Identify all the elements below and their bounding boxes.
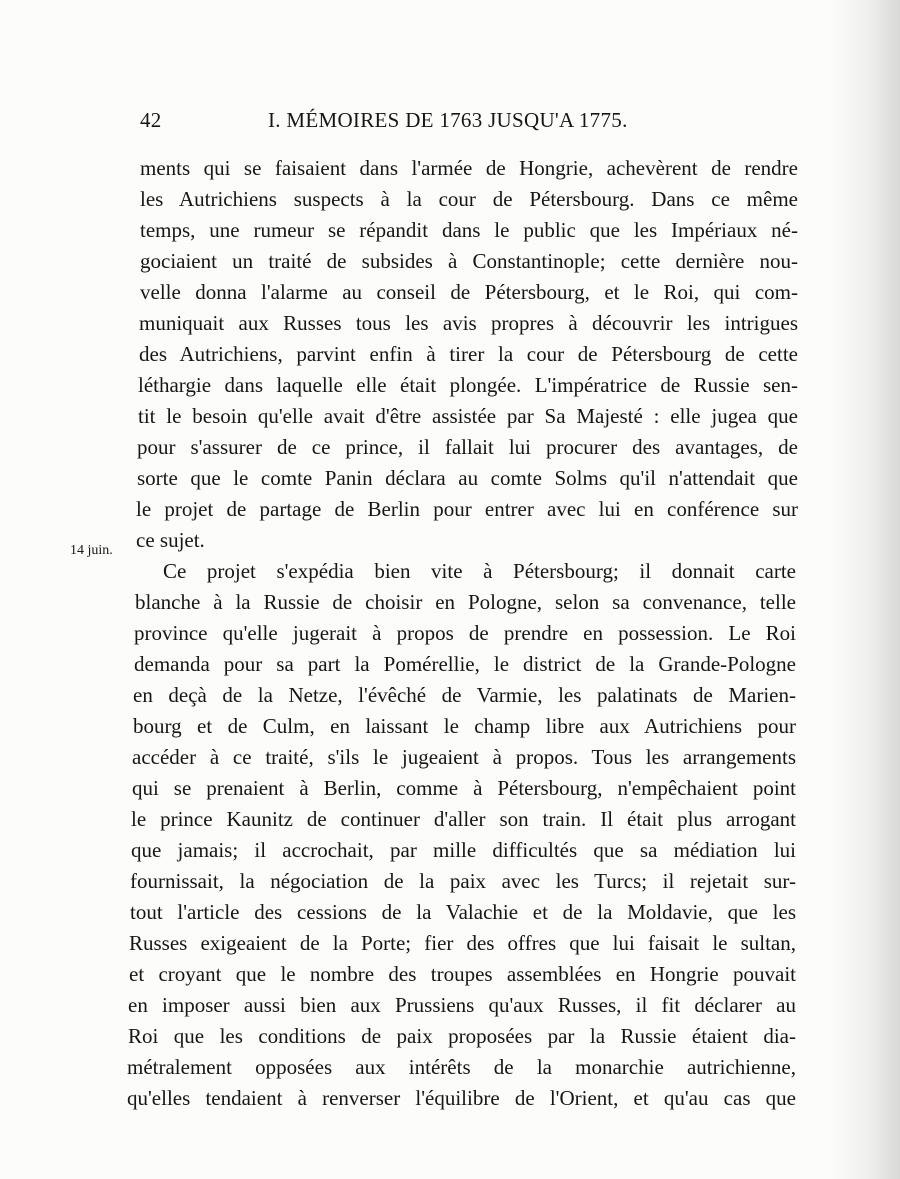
text-line: en imposer aussi bien aux Prussiens qu'aux Russes, il fit déclarer au bbox=[128, 993, 796, 1017]
text-line: ce sujet. bbox=[136, 528, 205, 552]
text-line: tout l'article des cessions de la Valachie et de la Moldavie, que les bbox=[130, 900, 796, 924]
text-line: Russes exigeaient de la Porte; fier des offres que lui faisait le sultan, bbox=[129, 931, 796, 955]
text-line: qu'elles tendaient à renverser l'équilibre de l'Orient, et qu'au cas que bbox=[127, 1086, 796, 1110]
text-line: les Autrichiens suspects à la cour de Pétersbourg. Dans ce même bbox=[140, 187, 798, 211]
running-header bbox=[140, 108, 795, 144]
text-line: demanda pour sa part la Pomérellie, le district de la Grande-Pologne bbox=[134, 652, 796, 676]
text-line: fournissait, la négociation de la paix avec les Turcs; il rejetait sur- bbox=[130, 869, 796, 893]
text-line: le projet de partage de Berlin pour entrer avec lui en conférence sur bbox=[136, 497, 798, 521]
page-number: 42 bbox=[140, 108, 162, 132]
text-line: muniquait aux Russes tous les avis propres à découvrir les intrigues bbox=[139, 311, 798, 335]
text-line: province qu'elle jugerait à propos de prendre en possession. Le Roi bbox=[134, 621, 796, 645]
text-line: qui se prenaient à Berlin, comme à Pétersbourg, n'empêchaient point bbox=[132, 776, 796, 800]
chapter-title: I. MÉMOIRES DE 1763 JUSQU'A 1775. bbox=[268, 108, 628, 132]
text-line: léthargie dans laquelle elle était plongée. L'impératrice de Russie sen- bbox=[138, 373, 798, 397]
text-line: Ce projet s'expédia bien vite à Pétersbourg; il donnait carte bbox=[163, 559, 796, 583]
text-line: Roi que les conditions de paix proposées par la Russie étaient dia- bbox=[128, 1024, 796, 1048]
text-line: blanche à la Russie de choisir en Pologne, selon sa convenance, telle bbox=[135, 590, 796, 614]
text-line: sorte que le comte Panin déclara au comte Solms qu'il n'attendait que bbox=[137, 466, 798, 490]
text-line: le prince Kaunitz de continuer d'aller son train. Il était plus arrogant bbox=[131, 807, 796, 831]
text-line: gociaient un traité de subsides à Constantinople; cette dernière nou- bbox=[140, 249, 798, 273]
text-line: en deçà de la Netze, l'évêché de Varmie, les palatinats de Marien- bbox=[133, 683, 796, 707]
text-line: tit le besoin qu'elle avait d'être assistée par Sa Majesté : elle jugea que bbox=[138, 404, 798, 428]
text-line: temps, une rumeur se répandit dans le public que les Impériaux né- bbox=[140, 218, 798, 242]
text-line: métralement opposées aux intérêts de la monarchie autrichienne, bbox=[127, 1055, 796, 1079]
text-line: pour s'assurer de ce prince, il fallait lui procurer des avantages, de bbox=[137, 435, 798, 459]
text-line: bourg et de Culm, en laissant le champ libre aux Autrichiens pour bbox=[133, 714, 796, 738]
text-line: que jamais; il accrochait, par mille difficultés que sa médiation lui bbox=[131, 838, 796, 862]
text-line: des Autrichiens, parvint enfin à tirer la cour de Pétersbourg de cette bbox=[139, 342, 798, 366]
page-edge-shadow bbox=[830, 0, 900, 1179]
text-line: accéder à ce traité, s'ils le jugeaient à propos. Tous les arrangements bbox=[132, 745, 796, 769]
text-line: velle donna l'alarme au conseil de Pétersbourg, et le Roi, qui com- bbox=[140, 280, 798, 304]
text-line: et croyant que le nombre des troupes assemblées en Hongrie pouvait bbox=[129, 962, 796, 986]
margin-date-note: 14 juin. bbox=[70, 543, 113, 558]
text-line: ments qui se faisaient dans l'armée de Hongrie, achevèrent de rendre bbox=[140, 156, 798, 180]
